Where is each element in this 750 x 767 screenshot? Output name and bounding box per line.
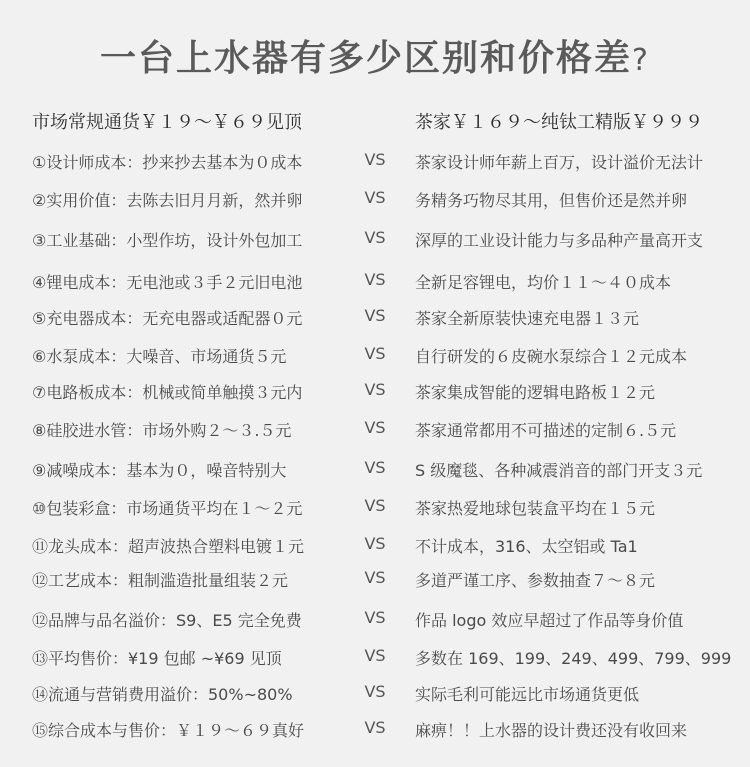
- market-item-text: ③工业基础：小型作坊，设计外包加工: [32, 231, 303, 250]
- market-item-text: ②实用价值：去陈去旧月月新，然并卵: [32, 191, 303, 210]
- vs-label: VS: [364, 306, 386, 325]
- market-item-text: ⑫工艺成本：粗制滥造批量组装２元: [32, 571, 289, 590]
- title-text: 一台上水器有多少区别和价格差: [100, 38, 633, 79]
- vs-label: VS: [364, 534, 386, 553]
- chajia-item-text: 茶家全新原装快速充电器１３元: [415, 309, 640, 328]
- chajia-item-text: 深厚的工业设计能力与多品种产量高开支: [415, 231, 704, 250]
- chajia-item-text: 自行研发的６皮碗水泵综合１２元成本: [415, 347, 688, 366]
- market-item-text: ⑪龙头成本：超声波热合塑料电镀１元: [32, 537, 305, 556]
- market-item-text: ⑫品牌与品名溢价：S9、E5 完全免费: [32, 611, 302, 630]
- vs-label: VS: [364, 568, 386, 587]
- comparison-row: [0, 718, 750, 748]
- chajia-item-text: 多道严谨工序、参数抽查７～８元: [415, 571, 656, 590]
- left-column-header: 市场常规通货￥１９～￥６９见顶: [32, 112, 302, 133]
- title-question-mark: ?: [632, 43, 650, 78]
- comparison-row: [0, 270, 750, 300]
- vs-label: VS: [364, 228, 386, 247]
- comparison-row: [0, 646, 750, 676]
- chajia-item-text: 实际毛利可能远比市场通货更低: [415, 685, 640, 704]
- comparison-row: [0, 344, 750, 374]
- vs-label: VS: [364, 344, 386, 363]
- vs-label: VS: [364, 682, 386, 701]
- vs-label: VS: [364, 608, 386, 627]
- market-item-text: ⑤充电器成本：无充电器或适配器０元: [32, 309, 303, 328]
- chajia-item-text: 全新足容锂电，均价１１～４０成本: [415, 273, 672, 292]
- market-item-text: ①设计师成本：抄来抄去基本为０成本: [32, 153, 303, 172]
- comparison-row: [0, 682, 750, 712]
- vs-label: VS: [364, 188, 386, 207]
- right-column-header: 茶家￥１６９～纯钛工精版￥９９９: [415, 112, 703, 133]
- comparison-row: [0, 380, 750, 410]
- market-item-text: ⑩包装彩盒：市场通货平均在１～２元: [32, 499, 303, 518]
- market-item-text: ⑭流通与营销费用溢价：50%~80%: [32, 685, 293, 704]
- market-item-text: ⑮综合成本与售价：￥１９～６９真好: [32, 721, 305, 740]
- chajia-item-text: 作品 logo 效应早超过了作品等身价值: [415, 611, 684, 630]
- vs-label: VS: [364, 150, 386, 169]
- chajia-item-text: 不计成本，316、太空铝或 Ta1: [415, 537, 638, 556]
- market-item-text: ⑥水泵成本：大噪音、市场通货５元: [32, 347, 287, 366]
- vs-label: VS: [364, 380, 386, 399]
- comparison-row: [0, 228, 750, 258]
- chajia-item-text: 茶家通常都用不可描述的定制６.５元: [415, 421, 677, 440]
- vs-label: VS: [364, 718, 386, 737]
- page-title: [0, 30, 750, 81]
- vs-label: VS: [364, 270, 386, 289]
- chajia-item-text: 务精务巧物尽其用，但售价还是然并卵: [415, 191, 688, 210]
- comparison-row: [0, 188, 750, 218]
- market-item-text: ⑧硅胶进水管：市场外购２～３.５元: [32, 421, 292, 440]
- comparison-row: [0, 458, 750, 488]
- market-item-text: ④锂电成本：无电池或３手２元旧电池: [32, 273, 303, 292]
- market-item-text: ⑬平均售价：¥19 包邮 ~¥69 见顶: [32, 649, 282, 668]
- comparison-row: [0, 608, 750, 638]
- chajia-item-text: 茶家设计师年薪上百万，设计溢价无法计: [415, 153, 704, 172]
- comparison-row: [0, 568, 750, 598]
- chajia-item-text: 多数在 169、199、249、499、799、999: [415, 649, 732, 668]
- vs-label: VS: [364, 418, 386, 437]
- comparison-row: [0, 418, 750, 448]
- comparison-row: [0, 534, 750, 564]
- market-item-text: ⑨减噪成本：基本为０，噪音特别大: [32, 461, 287, 480]
- chajia-item-text: 茶家集成智能的逻辑电路板１２元: [415, 383, 656, 402]
- comparison-row: [0, 306, 750, 336]
- vs-label: VS: [364, 646, 386, 665]
- comparison-row: [0, 150, 750, 180]
- chajia-item-text: S 级魔毯、各种减震消音的部门开支３元: [415, 461, 703, 480]
- comparison-row: [0, 496, 750, 526]
- chajia-item-text: 茶家热爱地球包装盒平均在１５元: [415, 499, 656, 518]
- vs-label: VS: [364, 496, 386, 515]
- vs-label: VS: [364, 458, 386, 477]
- chajia-item-text: 麻痹！！上水器的设计费还没有收回来: [415, 721, 688, 740]
- market-item-text: ⑦电路板成本：机械或简单触摸３元内: [32, 383, 303, 402]
